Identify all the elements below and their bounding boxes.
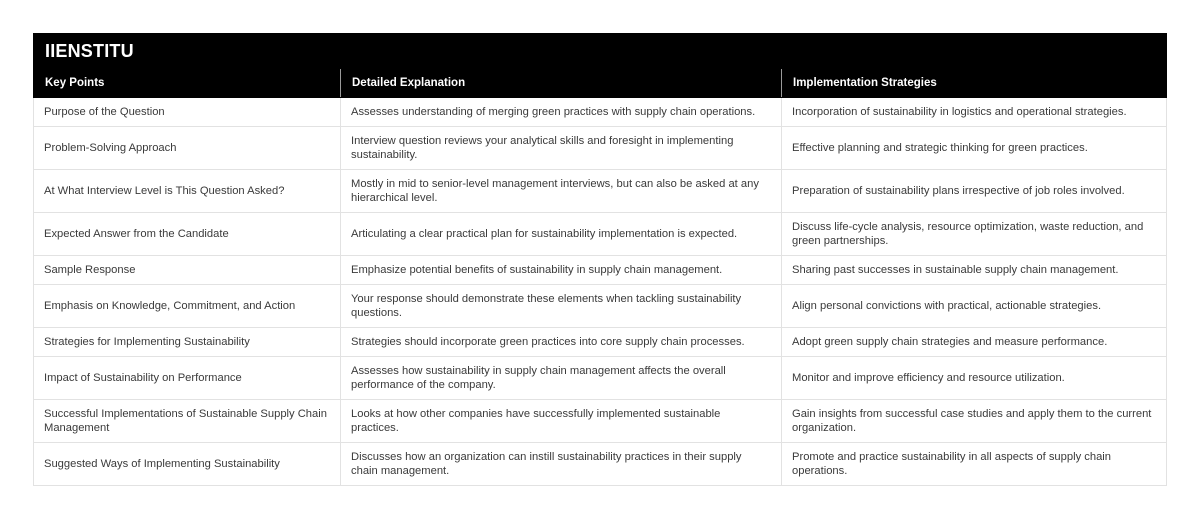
strategy-cell: Sharing past successes in sustainable supply chain management. (782, 256, 1167, 285)
table-row (34, 98, 1167, 127)
key-point-cell: Strategies for Implementing Sustainability (34, 328, 341, 357)
strategy-cell: Discuss life-cycle analysis, resource optimization, waste reduction, and green partnerships. (782, 213, 1167, 256)
header-row (34, 69, 1167, 98)
detail-cell: Your response should demonstrate these elements when tackling sustainability questions. (341, 285, 782, 328)
key-point-cell: Sample Response (34, 256, 341, 285)
table-row (34, 400, 1167, 443)
brand-title: IIENSTITU (34, 34, 1167, 69)
detail-cell: Interview question reviews your analytical skills and foresight in implementing sustainability. (341, 127, 782, 170)
column-header-implementation-strategies: Implementation Strategies (782, 69, 1167, 98)
key-point-cell: Expected Answer from the Candidate (34, 213, 341, 256)
detail-cell: Strategies should incorporate green practices into core supply chain processes. (341, 328, 782, 357)
column-header-detailed-explanation: Detailed Explanation (341, 69, 782, 98)
strategy-cell: Incorporation of sustainability in logistics and operational strategies. (782, 98, 1167, 127)
key-points-table (33, 33, 1167, 486)
table-row (34, 170, 1167, 213)
key-point-cell: Problem-Solving Approach (34, 127, 341, 170)
table-row (34, 213, 1167, 256)
strategy-cell: Gain insights from successful case studies and apply them to the current organization. (782, 400, 1167, 443)
detail-cell: Assesses how sustainability in supply chain management affects the overall performance of the company. (341, 357, 782, 400)
brand-row (34, 34, 1167, 69)
table-row (34, 127, 1167, 170)
column-header-key-points: Key Points (34, 69, 341, 98)
table-row (34, 328, 1167, 357)
content-table-container (33, 33, 1166, 486)
detail-cell: Looks at how other companies have successfully implemented sustainable practices. (341, 400, 782, 443)
key-point-cell: Impact of Sustainability on Performance (34, 357, 341, 400)
strategy-cell: Monitor and improve efficiency and resource utilization. (782, 357, 1167, 400)
detail-cell: Mostly in mid to senior-level management interviews, but can also be asked at any hierarchical level. (341, 170, 782, 213)
key-point-cell: Suggested Ways of Implementing Sustainability (34, 443, 341, 486)
table-row (34, 256, 1167, 285)
detail-cell: Articulating a clear practical plan for sustainability implementation is expected. (341, 213, 782, 256)
strategy-cell: Align personal convictions with practical, actionable strategies. (782, 285, 1167, 328)
detail-cell: Emphasize potential benefits of sustainability in supply chain management. (341, 256, 782, 285)
strategy-cell: Promote and practice sustainability in all aspects of supply chain operations. (782, 443, 1167, 486)
strategy-cell: Adopt green supply chain strategies and measure performance. (782, 328, 1167, 357)
key-point-cell: Emphasis on Knowledge, Commitment, and Action (34, 285, 341, 328)
strategy-cell: Preparation of sustainability plans irrespective of job roles involved. (782, 170, 1167, 213)
table-row (34, 285, 1167, 328)
key-point-cell: Purpose of the Question (34, 98, 341, 127)
detail-cell: Discusses how an organization can instill sustainability practices in their supply chain management. (341, 443, 782, 486)
table-row (34, 443, 1167, 486)
key-point-cell: At What Interview Level is This Question Asked? (34, 170, 341, 213)
table-row (34, 357, 1167, 400)
detail-cell: Assesses understanding of merging green practices with supply chain operations. (341, 98, 782, 127)
key-point-cell: Successful Implementations of Sustainable Supply Chain Management (34, 400, 341, 443)
strategy-cell: Effective planning and strategic thinking for green practices. (782, 127, 1167, 170)
